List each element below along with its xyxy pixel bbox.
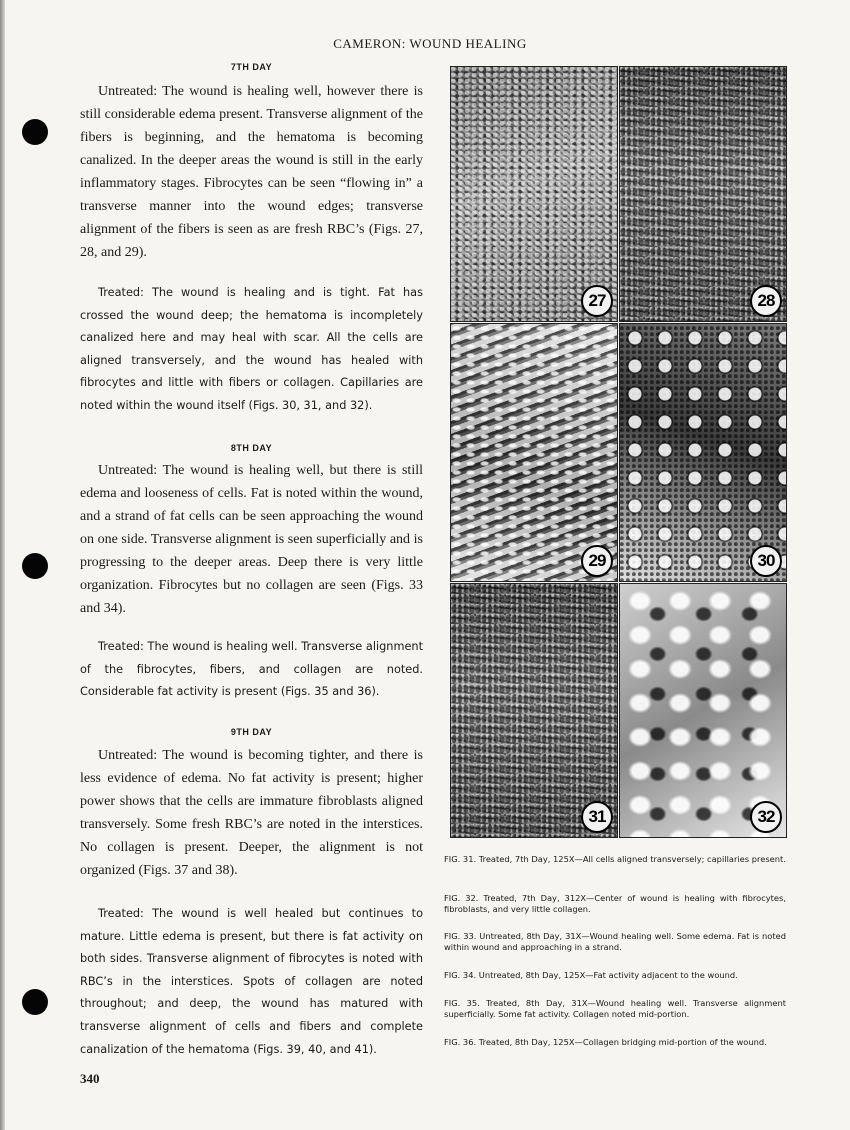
figure-caption: FIG. 35. Treated, 8th Day, 31X—Wound healing well. Transverse alignment superficially. Some fat activity. Collagen noted mid-portion. bbox=[444, 998, 786, 1019]
figure-label: 30 bbox=[750, 545, 782, 577]
figure-caption: FIG. 33. Untreated, 8th Day, 31X—Wound healing well. Some edema. Fat is noted within wound and approaching in a strand. bbox=[444, 931, 786, 952]
running-head: CAMERON: WOUND HEALING bbox=[333, 36, 527, 51]
section-heading-8th-day: 8TH DAY bbox=[230, 443, 273, 453]
punch-hole bbox=[22, 119, 48, 145]
untreated-paragraph-7th-day: Untreated: The wound is healing well, however there is still considerable edema present. Transverse alignment of the fibers is beginning, and the hematoma is becoming canalized. In the deeper areas the wound is still in the early inflammatory stages. Fibrocytes can be seen “flowing in” a transverse manner into the wound edges; transverse alignment of the fibers is seen as are fresh RBC’s (Figs. 27, 28, and 29). bbox=[80, 84, 423, 260]
section-heading-7th-day: 7TH DAY bbox=[230, 62, 273, 72]
micrograph-figure bbox=[619, 323, 787, 582]
micrograph-figure bbox=[450, 66, 618, 322]
untreated-paragraph-9th-day: Untreated: The wound is becoming tighter, and there is less evidence of edema. No fat activity is present; higher power shows that the cells are immature fibroblasts aligned transversely. Some fresh RBC’s are noted in the interstices. No collagen is present. Deeper, the alignment is not organized (Figs. 37 and 38). bbox=[80, 748, 423, 878]
figure-caption: FIG. 34. Untreated, 8th Day, 125X—Fat activity adjacent to the wound. bbox=[444, 970, 738, 980]
micrograph-figure bbox=[619, 583, 787, 838]
figure-caption: FIG. 31. Treated, 7th Day, 125X—All cells aligned transversely; capillaries present. bbox=[444, 854, 786, 864]
micrograph-figure bbox=[619, 66, 787, 322]
micrograph-figure bbox=[450, 583, 618, 838]
punch-hole bbox=[22, 553, 48, 579]
section-heading-9th-day: 9TH DAY bbox=[230, 727, 273, 737]
figure-caption: FIG. 36. Treated, 8th Day, 125X—Collagen bridging mid-portion of the wound. bbox=[444, 1037, 767, 1047]
figure-label: 28 bbox=[750, 285, 782, 317]
micrograph-figure bbox=[450, 323, 618, 582]
page-edge-shadow bbox=[0, 0, 5, 1130]
treated-paragraph-8th-day: Treated: The wound is healing well. Transverse alignment of the fibrocytes, fibers, and collagen are noted. Considerable fat activity is present (Figs. 35 and 36). bbox=[80, 640, 423, 699]
figure-caption: FIG. 32. Treated, 7th Day, 312X—Center of wound is healing with fibrocytes, fibroblasts, and very little collagen. bbox=[444, 893, 786, 914]
untreated-paragraph-8th-day: Untreated: The wound is healing well, but there is still edema and looseness of cells. Fat is noted within the wound, and a strand of fat cells can be seen approaching the wound on one side. Transverse alignment is seen superficially and is progressing to the deeper areas. Deep there is very little organization. Fibrocytes but no collagen are seen (Figs. 33 and 34). bbox=[80, 463, 423, 616]
figure-label: 27 bbox=[581, 285, 613, 317]
page-number: 340 bbox=[80, 1071, 100, 1086]
figure-label: 32 bbox=[750, 801, 782, 833]
punch-hole bbox=[22, 989, 48, 1015]
treated-paragraph-7th-day: Treated: The wound is healing and is tight. Fat has crossed the wound deep; the hematoma is incompletely canalized here and may heal with scar. All the cells are aligned transversely, and the wound has healed with fibrocytes and little with fibers or collagen. Capillaries are noted within the wound itself (Figs. 30, 31, and 32). bbox=[80, 286, 423, 412]
treated-paragraph-9th-day: Treated: The wound is well healed but continues to mature. Little edema is present, but there is fat activity on both sides. Transverse alignment of fibrocytes is noted with RBC’s in the interstices. Spots of collagen are noted throughout; and deep, the wound has matured with transverse alignment of cells and fibers and complete canalization of the hematoma (Figs. 39, 40, and 41). bbox=[80, 907, 423, 1056]
figure-label: 31 bbox=[581, 801, 613, 833]
figure-label: 29 bbox=[581, 545, 613, 577]
